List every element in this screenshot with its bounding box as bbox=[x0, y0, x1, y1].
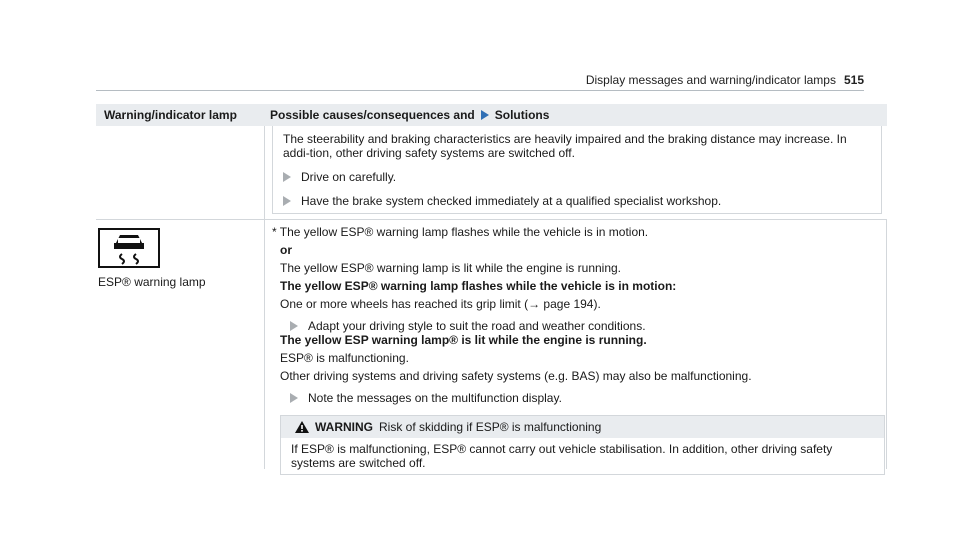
header-rule bbox=[96, 90, 864, 91]
table-row bbox=[96, 219, 887, 469]
bullet-text: Have the brake system checked immediately at a qualified specialist workshop. bbox=[301, 194, 722, 208]
list-item bbox=[283, 194, 871, 208]
line-or: or bbox=[280, 243, 292, 257]
subheading-lit: The yellow ESP warning lamp® is lit while the engine is running. bbox=[280, 333, 647, 347]
warning-text: If ESP® is malfunctioning, ESP® cannot carry out vehicle stabilisation. In addition, other driving safety systems are switched off. bbox=[291, 442, 833, 470]
triangle-bullet-icon bbox=[290, 321, 298, 331]
table-header bbox=[96, 104, 887, 126]
warning-lamp-table bbox=[96, 104, 887, 469]
esp-skid-car-icon bbox=[98, 228, 160, 268]
header-title: Display messages and warning/indicator lamps bbox=[585, 73, 836, 87]
warning-triangle-icon bbox=[295, 421, 309, 433]
list-item bbox=[290, 391, 882, 405]
line-malfunction: ESP® is malfunctioning. bbox=[280, 351, 409, 365]
triangle-bullet-icon bbox=[290, 393, 298, 403]
warning-title: WARNING bbox=[315, 420, 373, 434]
line-lit: The yellow ESP® warning lamp is lit while the engine is running. bbox=[280, 261, 622, 275]
line-other-systems: Other driving systems and driving safety systems (e.g. BAS) may also be malfunctioning. bbox=[280, 369, 752, 383]
table-row bbox=[96, 126, 887, 219]
continued-cell bbox=[272, 126, 882, 214]
row1-text: The steerability and braking characteristics are heavily impaired and the braking distance may increase. In addi-tion, other driving safety systems are switched off. bbox=[283, 132, 847, 160]
col-divider bbox=[264, 126, 265, 219]
list-item bbox=[290, 319, 882, 333]
warning-subtitle: Risk of skidding if ESP® is malfunctioning bbox=[379, 420, 602, 434]
esp-description bbox=[272, 225, 882, 475]
warning-header bbox=[281, 416, 884, 438]
col-divider bbox=[264, 219, 265, 469]
col-divider-right bbox=[886, 219, 887, 469]
col-header-causes bbox=[266, 108, 887, 122]
line-flashes: * The yellow ESP® warning lamp flashes while the vehicle is in motion. bbox=[272, 225, 649, 239]
triangle-bullet-icon bbox=[283, 172, 291, 182]
list-item bbox=[283, 170, 871, 184]
page-number: 515 bbox=[843, 73, 864, 87]
line-grip: One or more wheels has reached its grip limit (→ page 194). bbox=[280, 297, 601, 311]
triangle-bullet-icon bbox=[283, 196, 291, 206]
subheading-flashes: The yellow ESP® warning lamp flashes while the vehicle is in motion: bbox=[280, 279, 677, 293]
col-header-causes-text: Possible causes/consequences and bbox=[270, 108, 475, 122]
col-header-lamp: Warning/indicator lamp bbox=[104, 108, 237, 122]
warning-box bbox=[280, 415, 885, 475]
solution-arrow-icon bbox=[481, 110, 489, 120]
lamp-label: ESP® warning lamp bbox=[98, 275, 206, 289]
page-header bbox=[586, 73, 864, 87]
bullet-text: Adapt your driving style to suit the road and weather conditions. bbox=[308, 319, 646, 333]
bullet-text: Drive on carefully. bbox=[301, 170, 397, 184]
bullet-text: Note the messages on the multifunction display. bbox=[308, 391, 562, 405]
col-header-solutions-text: Solutions bbox=[494, 108, 550, 122]
